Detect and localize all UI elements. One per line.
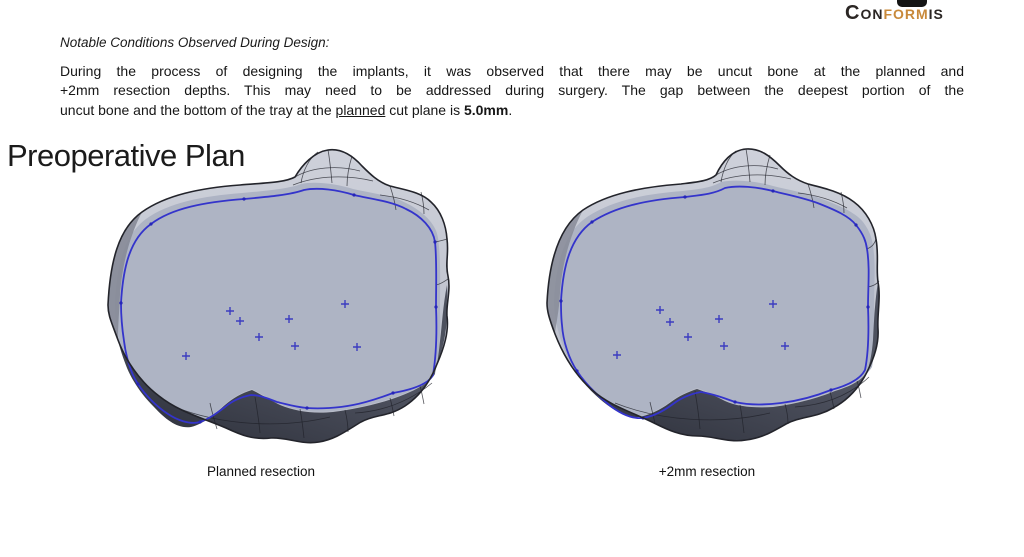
paragraph-line-1: During the process of designing the implants, it was observed that there may be uncut bone at the planned and bbox=[60, 63, 964, 79]
logo-text-is: is bbox=[928, 2, 944, 24]
figure-plus2mm-resection bbox=[535, 145, 905, 445]
figure-planned-resection bbox=[90, 145, 460, 450]
underlined-planned: planned bbox=[335, 101, 386, 118]
paragraph-line-3: uncut bone and the bottom of the tray at the planned cut plane is 5.0mm. bbox=[60, 101, 513, 118]
conformis-logo bbox=[845, 2, 944, 24]
paragraph-line-2: +2mm resection depths. This may need to be addressed during surgery. The gap between the deepest portion of the bbox=[60, 82, 964, 99]
logo-text-form: form bbox=[883, 2, 929, 24]
logo-text-con: Con bbox=[845, 2, 884, 24]
gap-value: 5.0mm bbox=[463, 101, 509, 118]
caption-planned-resection: Planned resection bbox=[206, 464, 316, 479]
resection-plane-surface bbox=[115, 183, 440, 426]
design-note-paragraph bbox=[60, 62, 964, 120]
notable-conditions-heading: Notable Conditions Observed During Design: bbox=[60, 35, 330, 50]
caption-plus2mm-resection: +2mm resection bbox=[658, 464, 756, 479]
page-title: Preoperative Plan bbox=[7, 138, 245, 173]
